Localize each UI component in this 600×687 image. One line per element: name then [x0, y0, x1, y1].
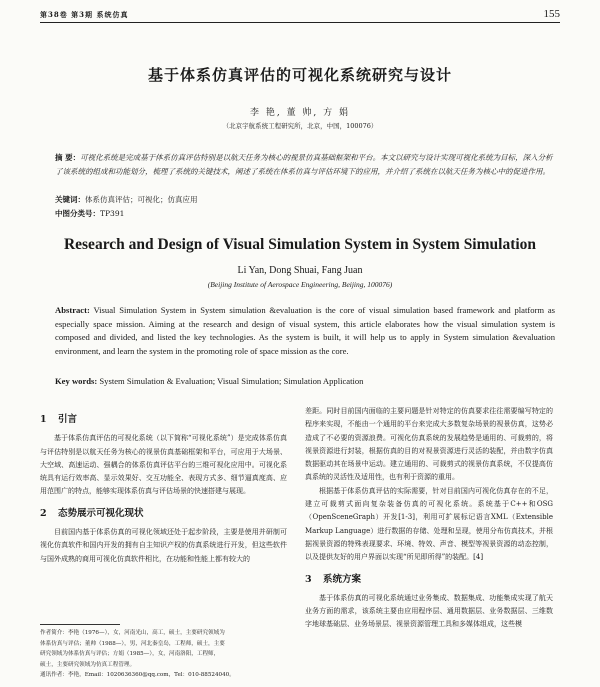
english-keywords [55, 376, 555, 386]
english-abstract-text: Visual Simulation System in System simulation &evaluation is the core of visual simulation based framework and platform as especially space mission. Aiming at the research and design of visual system, this article elaborates how the visual simulation system is composed and divided, and listed the key technologies. As the system is built, it will help us to apply in System simulation &evaluation environment, and learn the system in the promoting role of space mission as the core. [55, 305, 555, 356]
english-keywords-label: Key words: [55, 376, 98, 386]
section-1-paragraph: 基于体系仿真评估的可视化系统（以下简称“可视化系统”）是完成体系仿真与评估特别是以航天任务为核心的视景仿真基础框架和平台，可应用于大场景、大空域、高速运动、强耦合的体系仿真评估平台的三维可视化应用中。可视化系统具有运行效率高、显示效果好、交互功能全、表现方式多、细节逼真度高、应用范围广的特点，能够实现体系仿真与评估场景的快速搭建与展现。 [40, 434, 287, 496]
chinese-authors: 李 艳, 董 帅, 方 娟 [249, 108, 351, 118]
section-2-heading [40, 507, 287, 520]
continued-paragraph: 差距。同时目前国内面临的主要问题是针对特定的仿真要求往往需要编写特定的程序来实现，不能由一个通用的平台来完成大多数复杂场景的视景仿真，这势必造成了不必要的资源浪费。可视化仿真系统的发展趋势是通用的、可裁剪的，将视景资源进行封装，根据仿真的目的对视景资源进行灵活的装配，并由数字仿真数据驱动其在场景中运动。建立通用的、可裁剪式的视景仿真系统，不仅提高仿真系统的灵活性及适用性，也有利于资源的重用。 [305, 407, 553, 482]
english-authors: Li Yan, Dong Shuai, Fang Juan [237, 265, 363, 276]
left-column [40, 405, 287, 566]
section-1-heading [40, 413, 287, 426]
chinese-keywords-label: 关键词： [55, 195, 85, 204]
section-2-paragraph: 目前国内基于体系仿真的可视化领域还处于起步阶段，主要是使用并研制可视化仿真软件和国内开发的拥有自主知识产权的仿真系统进行开发，但这些软件与国外成熟的商用可视化仿真软件相比，在功能和性能上都有较大的 [40, 528, 287, 563]
footnote-line: 研究领域为体系仿真与评估；方娟（1985—），女，河南洛阳，工程师， [40, 651, 220, 657]
english-abstract-label: Abstract: [55, 305, 90, 315]
english-title: Research and Design of Visual Simulation System in System Simulation [63, 236, 537, 253]
section-2-title: 态势展示可视化现状 [58, 507, 144, 519]
english-abstract [55, 304, 555, 358]
footnote-line: 作者简介：李艳（1976—），女，河南光山，高工，硕士，主要研究领域为 [40, 630, 225, 636]
section-3-number: 3 [305, 573, 312, 585]
chinese-abstract-label: 摘 要： [55, 153, 81, 162]
classification-label: 中图分类号： [55, 209, 100, 218]
section-3-paragraph: 基于体系仿真的可视化系统通过业务集成、数据集成、功能集成实现了航天业务方面的需求，该系统主要由应用程序层、通用数据层、业务数据层、三维数字地球基础层、业务场景层、视景资源管理工具和多媒体组成，这些模 [305, 593, 553, 629]
chinese-affiliation: （北京宇航系统工程研究所，北京，中国，100076） [222, 122, 378, 130]
footnote-line: 硕士，主要研究领域为仿真工程管理。 [40, 661, 136, 668]
header-rule [40, 22, 560, 23]
right-column [305, 405, 553, 632]
english-affiliation: (Beijing Institute of Aerospace Engineering, Beijing, 100076) [207, 280, 393, 289]
footnote-rule [40, 624, 120, 625]
section-1-number: 1 [40, 414, 47, 425]
running-title: 第38卷 第3期 系统仿真 [40, 10, 129, 19]
author-footnote [40, 628, 287, 681]
classification-value: TP391 [100, 209, 125, 218]
chinese-keywords [55, 194, 555, 205]
footnote-line: 体系仿真与评估；董帅（1988—），男，河北秦皇岛，工程师，硕士，主要 [40, 640, 225, 647]
footnote-contact: 通讯作者：李艳，Email：1020636360@qq.com，Tel：010-88524040。 [40, 672, 235, 678]
section-3-title: 系统方案 [323, 573, 362, 585]
section-2-number: 2 [40, 507, 47, 519]
chinese-keywords-text: 体系仿真评估；可视化；仿真应用 [85, 195, 198, 204]
page-number: 155 [543, 8, 560, 20]
chinese-abstract [55, 151, 555, 179]
english-keywords-text: System Simulation & Evaluation; Visual Simulation; Simulation Application [99, 376, 364, 386]
section-1-title: 引言 [58, 414, 78, 425]
classification-number [55, 208, 555, 219]
chinese-title: 基于体系仿真评估的可视化系统研究与设计 [147, 66, 452, 84]
chinese-abstract-text: 可视化系统是完成基于体系仿真评估特别是以航天任务为核心的视景仿真基础框架和平台。本文以研究与设计实现可视化系统为目标，深入分析了该系统的组成和功能划分，梳理了系统的关键技术，阐述了系统在体系仿真与评估环境下的应用，并介绍了系统在以航天任务为核心中的促进作用。 [55, 153, 553, 176]
section-3-heading [305, 573, 553, 586]
requirements-paragraph: 根据基于体系仿真评估的实际需要，针对目前国内可视化仿真存在的不足，建立可裁剪式面向复杂装备仿真的可视化系统。系统基于C++和OSG（OpenSceneGraph）开发[1-3]，利用可扩展标记语言XML（Extensible Markup Language）进行数据的存储、处理和呈现，使用分布仿真技术，并根据视景资源的特殊表现要求、环境、特效、声音、模型等视景资源的动态控制，以及提供友好的用户界面以实现“所见即所得”的装配。[4] [305, 486, 553, 562]
